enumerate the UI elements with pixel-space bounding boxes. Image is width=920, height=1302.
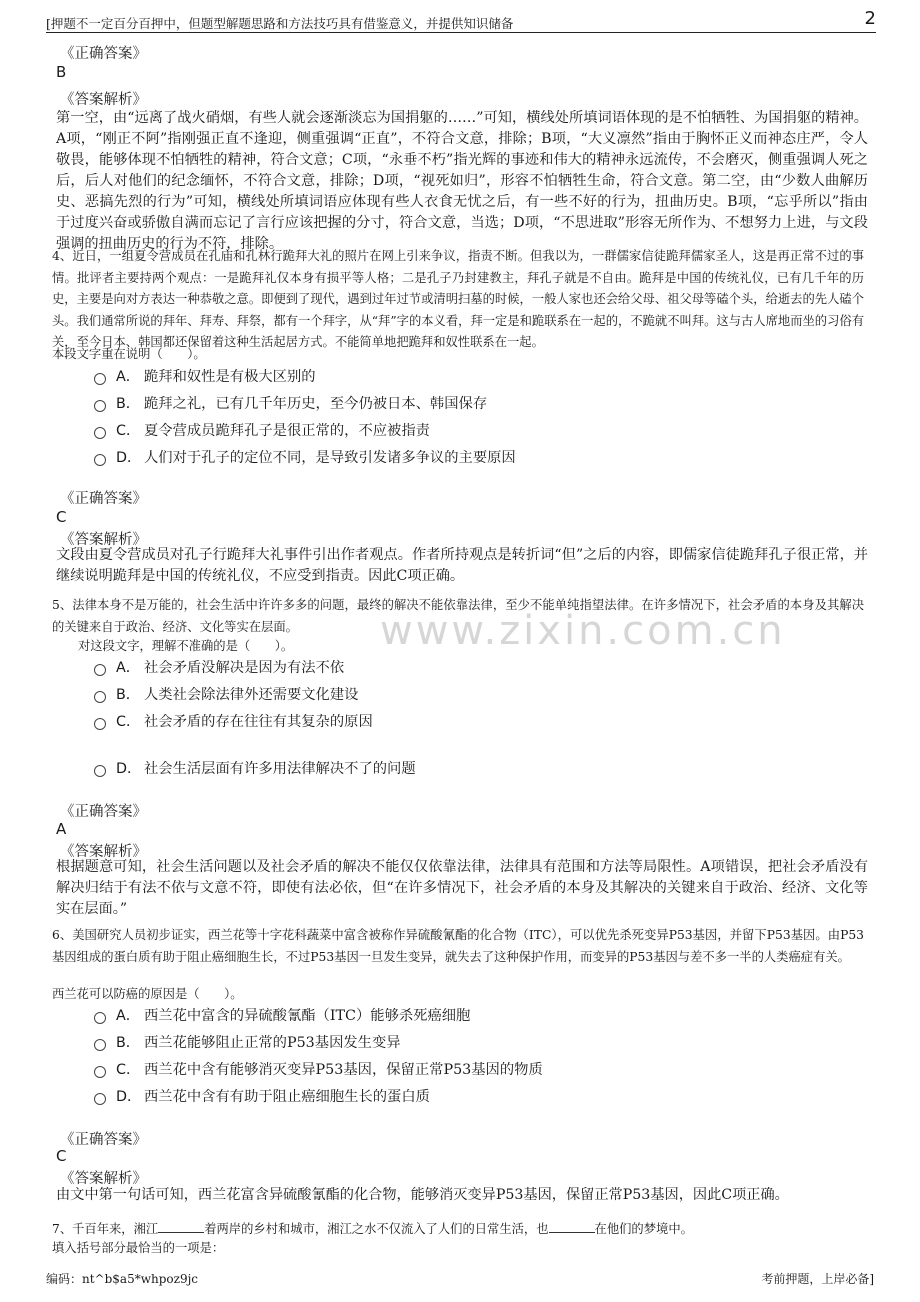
option-text: 西兰花中富含的异硫酸氰酯（ITC）能够杀死癌细胞 — [144, 1008, 471, 1024]
radio-icon[interactable] — [94, 664, 106, 676]
question-prompt: 对这段文字，理解不准确的是（ ）。 — [78, 639, 294, 653]
page-number: 2 — [864, 8, 876, 29]
option-letter: A． — [116, 660, 141, 676]
answer-label: 《正确答案》 — [60, 46, 147, 62]
analysis-text: 由文中第一句话可知，西兰花富含异硫酸氰酯的化合物，能够消灭变异P53基因，保留正常P53基因，因此C项正确。 — [56, 1187, 789, 1203]
option-d[interactable] — [94, 758, 416, 778]
option-text: 西兰花中含有有助于阻止癌细胞生长的蛋白质 — [144, 1089, 430, 1105]
option-letter: B． — [116, 1035, 141, 1051]
answer-value: C — [56, 1147, 67, 1165]
radio-icon[interactable] — [94, 400, 106, 412]
question-prompt: 本段文字重在说明（ ）。 — [52, 347, 206, 361]
option-text: 跪拜之礼，已有几千年历史，至今仍被日本、韩国保存 — [144, 396, 488, 412]
radio-icon[interactable] — [94, 427, 106, 439]
fill-blank — [549, 1220, 595, 1233]
answer-value: B — [56, 63, 67, 81]
footer-slogan: 考前押题，上岸必备] — [761, 1272, 874, 1286]
option-text: 西兰花中含有能够消灭变异P53基因，保留正常P53基因的物质 — [144, 1062, 543, 1078]
option-letter: C． — [116, 423, 141, 439]
radio-icon[interactable] — [94, 765, 106, 777]
option-text: 跪拜和奴性是有极大区别的 — [144, 369, 316, 385]
option-letter: B． — [116, 687, 141, 703]
option-a[interactable] — [94, 657, 344, 677]
option-letter: D． — [116, 450, 142, 466]
question-stem: 5、法律本身不是万能的，社会生活中许许多多的问题，最终的解决不能依靠法律，至少不能单纯指望法律。在许多情况下，社会矛盾的本身及其解决的关键来自于政治、经济、文化等实在层面。 — [52, 598, 864, 634]
answer-value: C — [56, 508, 67, 526]
analysis-label: 《答案解析》 — [60, 532, 147, 548]
option-text: 社会矛盾没解决是因为有法不依 — [144, 660, 345, 676]
radio-icon[interactable] — [94, 454, 106, 466]
analysis-text: 第一空，由“远离了战火硝烟，有些人就会逐渐淡忘为国捐躯的……”可知，横线处所填词语体现的是不怕牺牲、为国捐躯的精神。A项，“刚正不阿”指刚强正直不逢迎，侧重强调“正直”，不符合文意，排除；B项，“大义凛然”指由于胸怀正义而神态庄严，令人敬畏，能够体现不怕牺牲的精神，符合文意；C项，“永垂不朽”指光辉的事迹和伟大的精神永远流传，不会磨灭，侧重强调人死之后，后人对他们的纪念缅怀，不符合文意，排除；D项，“视死如归”，形容不怕牺牲生命，符合文意。第二空，由“少数人曲解历史、恶搞先烈的行为”可知，横线处所填词语应体现有些人衣食无忧之后，有一些不好的行为，扭曲历史。B项，“忘乎所以”指由于过度兴奋或骄傲自满而忘记了言行应该把握的分寸，符合文意，当选；D项，“不思进取”形容无所作为、不想努力上进，与文段强调的扭曲历史的行为不符，排除。 — [56, 110, 868, 252]
option-text: 社会矛盾的存在往往有其复杂的原因 — [144, 714, 373, 730]
option-text: 人们对于孔子的定位不同，是导致引发诸多争议的主要原因 — [144, 450, 516, 466]
radio-icon[interactable] — [94, 718, 106, 730]
option-text: 西兰花能够阻止正常的P53基因发生变异 — [144, 1035, 401, 1051]
option-letter: C． — [116, 1062, 141, 1078]
header-text: [押题不一定百分百押中，但题型解题思路和方法技巧具有借鉴意义，并提供知识储备 — [46, 16, 514, 31]
option-letter: A． — [116, 369, 141, 385]
radio-icon[interactable] — [94, 1039, 106, 1051]
radio-icon[interactable] — [94, 373, 106, 385]
radio-icon[interactable] — [94, 1066, 106, 1078]
question-prompt: 填入括号部分最恰当的一项是： — [52, 1241, 225, 1255]
footer-code: 编码：nt^b$a5*whpoz9jc — [46, 1272, 199, 1286]
analysis-text: 文段由夏令营成员对孔子行跪拜大礼事件引出作者观点。作者所持观点是转折词“但”之后的内容，即儒家信徒跪拜孔子很正常，并继续说明跪拜是中国的传统礼仪，不应受到指责。因此C项正确。 — [56, 547, 868, 584]
question-prompt: 西兰花可以防癌的原因是（ ）。 — [52, 987, 243, 1001]
radio-icon[interactable] — [94, 691, 106, 703]
stem-part: 着两岸的乡村和城市，湘江之水不仅流入了人们的日常生活，也 — [204, 1222, 549, 1236]
radio-icon[interactable] — [94, 1093, 106, 1105]
answer-label: 《正确答案》 — [60, 491, 147, 507]
stem-part: 7、千百年来，湘江 — [52, 1222, 159, 1236]
option-text: 人类社会除法律外还需要文化建设 — [144, 687, 359, 703]
fill-blank — [158, 1220, 204, 1233]
stem-part: 在他们的梦境中。 — [594, 1222, 693, 1236]
analysis-label: 《答案解析》 — [60, 844, 147, 860]
question-stem: 6、美国研究人员初步证实，西兰花等十字花科蔬菜中富含被称作异硫酸氰酯的化合物（ITC），可以优先杀死变异P53基因，并留下P53基因。由P53基因组成的蛋白质有助于阻止癌细胞生长，不过P53基因一旦发生变异，就失去了这种保护作用，而变异的P53基因与差不多一半的人类癌症有关。 — [52, 928, 864, 964]
answer-label: 《正确答案》 — [60, 804, 147, 820]
answer-value: A — [56, 820, 67, 838]
option-b[interactable] — [94, 1032, 401, 1052]
option-d[interactable] — [94, 1086, 430, 1106]
option-b[interactable] — [94, 393, 487, 413]
question-stem: 4、近日，一组夏令营成员在孔庙和孔林行跪拜大礼的照片在网上引来争议，指责不断。但我以为，一群儒家信徒跪拜儒家圣人，这是再正常不过的事情。批评者主要持两个观点：一是跪拜礼仅本身有损平等人格；二是孔子乃封建教主，拜孔子就是不自由。跪拜是中国的传统礼仪，已有几千年的历史，主要是向对方表达一种恭敬之意。即便到了现代，遇到过年过节或清明扫墓的时候，一般人家也还会给父母、祖父母等磕个头，给逝去的先人磕个头。我们通常所说的拜年、拜寿、拜祭，都有一个拜字，从“拜”字的本义看，拜一定是和跪联系在一起的，不跪就不叫拜。这与古人席地而坐的习俗有关，至今日本、韩国都还保留着这种生活起居方式。不能简单地把跪拜和奴性联系在一起。 — [52, 249, 864, 349]
option-text: 夏令营成员跪拜孔子是很正常的，不应被指责 — [144, 423, 430, 439]
option-letter: D． — [116, 1089, 142, 1105]
option-letter: C． — [116, 714, 141, 730]
page-header — [46, 8, 876, 33]
option-a[interactable] — [94, 366, 316, 386]
option-c[interactable] — [94, 711, 373, 731]
option-c[interactable] — [94, 420, 430, 440]
answer-label: 《正确答案》 — [60, 1132, 147, 1148]
option-c[interactable] — [94, 1059, 543, 1079]
option-text: 社会生活层面有许多用法律解决不了的问题 — [144, 761, 416, 777]
option-a[interactable] — [94, 1005, 470, 1025]
analysis-text: 根据题意可知，社会生活问题以及社会矛盾的解决不能仅仅依靠法律，法律具有范围和方法等局限性。A项错误，把社会矛盾没有解决归结于有法不依与文意不符，即使有法必依，但“在许多情况下，社会矛盾的本身及其解决的关键来自于政治、经济、文化等实在层面。” — [56, 859, 869, 917]
analysis-label: 《答案解析》 — [60, 92, 147, 108]
option-letter: B． — [116, 396, 141, 412]
radio-icon[interactable] — [94, 1012, 106, 1024]
option-b[interactable] — [94, 684, 358, 704]
option-d[interactable] — [94, 447, 516, 467]
watermark: www.zixin.com.cn — [380, 608, 786, 654]
option-letter: D． — [116, 761, 142, 777]
option-letter: A． — [116, 1008, 141, 1024]
analysis-label: 《答案解析》 — [60, 1171, 147, 1187]
